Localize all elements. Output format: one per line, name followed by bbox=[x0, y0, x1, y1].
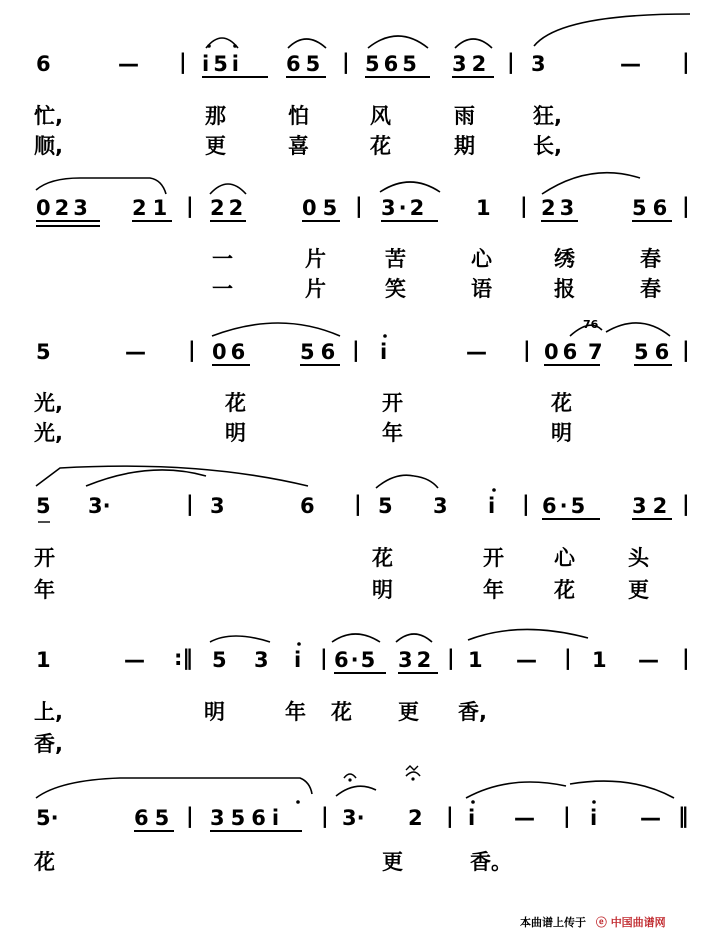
slur bbox=[542, 173, 640, 194]
lyric: 语 bbox=[471, 277, 492, 301]
lyric: 顺, bbox=[34, 134, 63, 158]
note: 6·5 bbox=[334, 648, 378, 672]
note: 3· bbox=[88, 494, 111, 518]
lyric: 上, bbox=[34, 700, 63, 724]
barline: | bbox=[355, 194, 363, 218]
lyric: 一 bbox=[212, 277, 233, 301]
note-dash: — bbox=[640, 806, 661, 830]
note: 023 bbox=[36, 196, 92, 220]
lyric: 花 bbox=[372, 546, 393, 570]
repeat-sign: :‖ bbox=[174, 646, 193, 670]
grace-notes: 76 bbox=[583, 318, 599, 331]
tie bbox=[534, 14, 690, 46]
note: 7 bbox=[588, 340, 603, 364]
lyric: 明 bbox=[225, 421, 246, 445]
octave-dot bbox=[207, 44, 211, 48]
octave-dot bbox=[471, 800, 475, 804]
barline: | bbox=[682, 50, 690, 74]
note: 3·2 bbox=[381, 196, 428, 220]
note: 5 bbox=[36, 340, 51, 364]
slur bbox=[368, 36, 428, 48]
barline: | bbox=[682, 338, 690, 362]
note: i bbox=[468, 806, 476, 830]
lyric: 心 bbox=[471, 247, 492, 271]
lyric: 喜 bbox=[288, 134, 309, 158]
note-dash: — bbox=[125, 340, 146, 364]
lyric: 片 bbox=[305, 247, 326, 271]
lyric: 那 bbox=[205, 104, 226, 128]
lyric: 花 bbox=[331, 700, 352, 724]
slur bbox=[332, 634, 380, 642]
slur bbox=[336, 786, 376, 796]
fermata-dot bbox=[411, 777, 414, 780]
lyric: 开 bbox=[382, 391, 403, 415]
barline: | bbox=[352, 338, 360, 362]
fermata bbox=[344, 774, 356, 778]
octave-dot bbox=[233, 44, 237, 48]
slur bbox=[376, 475, 414, 488]
note: 6 bbox=[36, 52, 51, 76]
footer-text: 本曲谱上传于 bbox=[520, 916, 586, 929]
note: 356i bbox=[210, 806, 286, 830]
note: i5i bbox=[202, 52, 244, 76]
note: 1 bbox=[592, 648, 607, 672]
note-dash: — bbox=[514, 806, 535, 830]
barline: | bbox=[564, 646, 572, 670]
note: 56 bbox=[634, 340, 676, 364]
barline: | bbox=[354, 492, 362, 516]
note: 65 bbox=[134, 806, 176, 830]
barline: | bbox=[188, 338, 196, 362]
barline: | bbox=[682, 194, 690, 218]
note: i bbox=[294, 648, 302, 672]
slur bbox=[570, 781, 674, 798]
lyric: 明 bbox=[372, 578, 393, 602]
fermata-dot bbox=[348, 778, 351, 781]
note: 5 bbox=[378, 494, 393, 518]
note: 32 bbox=[398, 648, 436, 672]
lyric: 更 bbox=[382, 850, 403, 874]
final-barline: ‖ bbox=[678, 804, 689, 828]
lyric: 更 bbox=[205, 134, 226, 158]
note-dash: — bbox=[118, 52, 139, 76]
lyric: 长, bbox=[533, 134, 562, 158]
lyric: 香。 bbox=[470, 850, 512, 874]
note: 06 bbox=[544, 340, 582, 364]
barline: | bbox=[682, 492, 690, 516]
lyric: 苦 bbox=[385, 247, 406, 271]
lyric: 年 bbox=[34, 578, 55, 602]
note: 32 bbox=[632, 494, 674, 518]
lyric: 绣 bbox=[554, 247, 575, 271]
barline: | bbox=[446, 804, 454, 828]
note: 1 bbox=[36, 648, 51, 672]
note: 565 bbox=[365, 52, 421, 76]
lyric: 报 bbox=[554, 277, 575, 301]
slur bbox=[212, 323, 340, 336]
lyric: 花 bbox=[225, 391, 246, 415]
tie bbox=[36, 778, 312, 798]
barline: | bbox=[186, 804, 194, 828]
slur bbox=[86, 470, 206, 486]
note-dash: — bbox=[638, 648, 659, 672]
tie bbox=[468, 629, 588, 640]
note: 3 bbox=[433, 494, 448, 518]
note: i bbox=[380, 340, 388, 364]
note: 56 bbox=[300, 340, 342, 364]
barline: | bbox=[447, 646, 455, 670]
lyric: 明 bbox=[204, 700, 225, 724]
note: 32 bbox=[452, 52, 492, 76]
lyric: 狂, bbox=[533, 104, 562, 128]
barline: | bbox=[523, 338, 531, 362]
note: 3 bbox=[531, 52, 546, 76]
barline: | bbox=[320, 646, 328, 670]
fermata bbox=[406, 772, 420, 776]
note-dash: — bbox=[466, 340, 487, 364]
note: 3 bbox=[210, 494, 225, 518]
note: 23 bbox=[541, 196, 579, 220]
note-dash: — bbox=[516, 648, 537, 672]
lyric: 香, bbox=[458, 700, 487, 724]
footer-watermark bbox=[520, 914, 666, 930]
slur bbox=[380, 182, 440, 192]
barline: | bbox=[321, 804, 329, 828]
barline: | bbox=[563, 804, 571, 828]
note: 5 bbox=[36, 494, 51, 518]
lyric: 更 bbox=[398, 700, 419, 724]
barline: | bbox=[342, 50, 350, 74]
note: 5 bbox=[212, 648, 227, 672]
lyric: 花 bbox=[34, 850, 55, 874]
tie bbox=[36, 178, 166, 194]
barline: | bbox=[186, 194, 194, 218]
mordent bbox=[406, 766, 418, 770]
lyric: 花 bbox=[554, 578, 575, 602]
note: 6 bbox=[300, 494, 315, 518]
octave-dot bbox=[592, 800, 596, 804]
lyric: 花 bbox=[370, 134, 391, 158]
tie bbox=[36, 466, 308, 486]
note: i bbox=[590, 806, 598, 830]
lyric: 更 bbox=[628, 578, 649, 602]
note: 65 bbox=[286, 52, 326, 76]
note: 1 bbox=[468, 648, 483, 672]
lyric: 忙, bbox=[34, 104, 63, 128]
lyric: 春 bbox=[640, 247, 661, 271]
slur bbox=[606, 323, 670, 336]
slur bbox=[288, 39, 326, 48]
barline: | bbox=[520, 194, 528, 218]
note: 05 bbox=[302, 196, 344, 220]
note: 21 bbox=[132, 196, 174, 220]
note-dash: — bbox=[620, 52, 641, 76]
lyric: 春 bbox=[640, 277, 661, 301]
slur bbox=[414, 476, 438, 488]
lyric: 年 bbox=[483, 578, 504, 602]
note: 2 bbox=[408, 806, 423, 830]
lyric: 光, bbox=[34, 391, 63, 415]
lyric: 明 bbox=[551, 421, 572, 445]
barline: | bbox=[522, 492, 530, 516]
note: 56 bbox=[632, 196, 674, 220]
slur bbox=[206, 38, 238, 48]
octave-dot bbox=[492, 488, 496, 492]
slur bbox=[396, 634, 432, 642]
lyric: 风 bbox=[370, 104, 391, 128]
lyric: 年 bbox=[382, 421, 403, 445]
note: 5· bbox=[36, 806, 59, 830]
octave-dot bbox=[383, 334, 387, 338]
note: 3· bbox=[342, 806, 365, 830]
tie bbox=[466, 782, 566, 798]
note: 06 bbox=[212, 340, 250, 364]
footer-logo-icon: ⓔ bbox=[595, 916, 607, 929]
barline: | bbox=[186, 492, 194, 516]
footer-brand: 中国曲谱网 bbox=[610, 916, 666, 929]
note: 22 bbox=[210, 196, 248, 220]
lyric: 雨 bbox=[454, 104, 475, 128]
lyric: 开 bbox=[34, 546, 55, 570]
note: 6·5 bbox=[542, 494, 589, 518]
lyric: 香, bbox=[34, 732, 63, 756]
lyric: 期 bbox=[454, 134, 475, 158]
lyric: 一 bbox=[212, 247, 233, 271]
barline: | bbox=[682, 646, 690, 670]
lyric: 心 bbox=[554, 546, 575, 570]
barline: | bbox=[179, 50, 187, 74]
lyric: 怕 bbox=[288, 104, 309, 128]
lyric: 年 bbox=[285, 700, 306, 724]
octave-dot bbox=[297, 642, 301, 646]
octave-dot bbox=[296, 800, 300, 804]
lyric: 花 bbox=[551, 391, 572, 415]
lyric: 光, bbox=[34, 421, 63, 445]
lyric: 片 bbox=[305, 277, 326, 301]
lyric: 笑 bbox=[385, 277, 406, 301]
lyric: 开 bbox=[483, 546, 504, 570]
slur bbox=[210, 184, 246, 194]
note: 3 bbox=[254, 648, 269, 672]
note: i bbox=[488, 494, 496, 518]
note: 1 bbox=[476, 196, 491, 220]
note-dash: — bbox=[124, 648, 145, 672]
lyric: 头 bbox=[628, 546, 649, 570]
slur bbox=[210, 636, 270, 642]
slur bbox=[455, 39, 492, 48]
barline: | bbox=[507, 50, 515, 74]
